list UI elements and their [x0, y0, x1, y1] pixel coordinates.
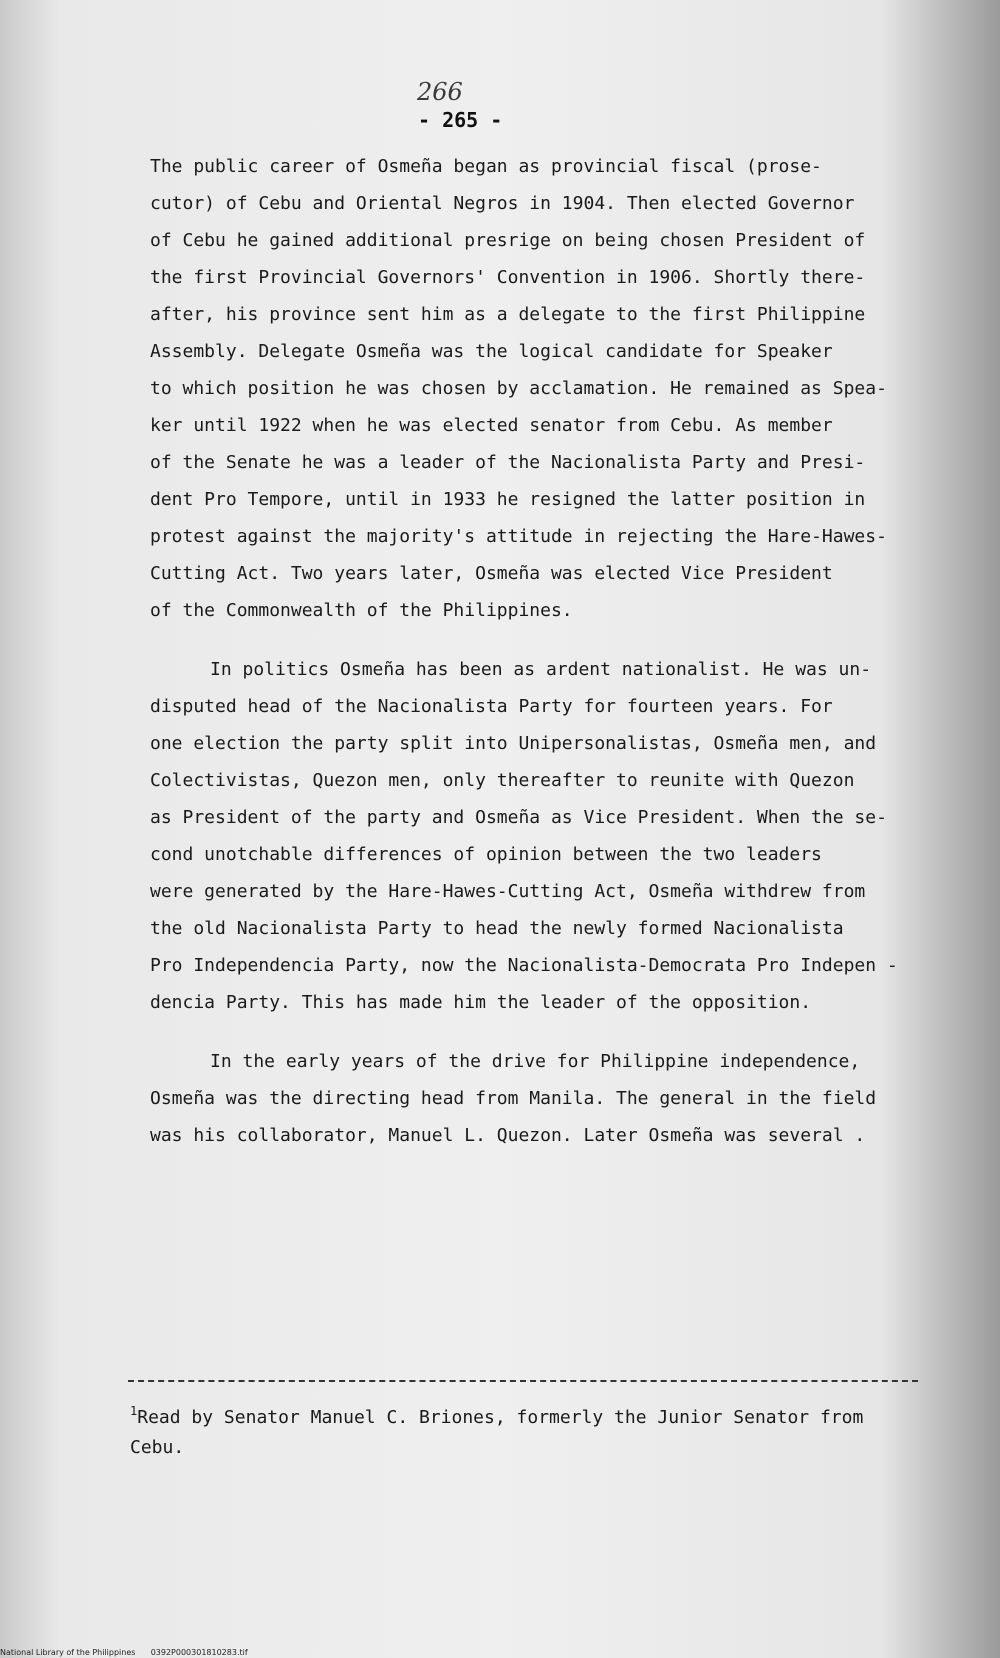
library-stamp	[0, 1648, 248, 1658]
library-name: National Library of the Philippines	[0, 1648, 136, 1657]
footnote-separator	[128, 1380, 918, 1382]
footnote	[130, 1396, 920, 1463]
footnote-marker: 1	[130, 1404, 138, 1418]
body-text	[150, 148, 910, 1154]
handwritten-page-number: 266	[417, 78, 463, 106]
typed-page-number: - 265 -	[418, 108, 503, 132]
footnote-text: Read by Senator Manuel C. Briones, formerly the Junior Senator from Cebu.	[130, 1407, 864, 1458]
paragraph-2: In politics Osmeña has been as ardent nationalist. He was un- disputed head of the Nacionalista Party for fourteen years. For one election the party split into Unipersonalistas, Osmeña men, and Colectivistas, Quezon men, only thereafter to reunite with Quezon as President of the party and Osmeña as Vice President. When the se- cond unotchable differences of opinion between the two leaders were generated by the Hare-Hawes-Cutting Act, Osmeña withdrew from the old Nacionalista Party to head the newly formed Nacionalista Pro Independencia Party, now the Nacionalista-Democrata Pro Indepen - dencia Party. This has made him the leader of the opposition.	[150, 659, 898, 1013]
paragraph-3: In the early years of the drive for Philippine independence, Osmeña was the directing head from Manila. The general in the field was his collaborator, Manuel L. Quezon. Later Osmeña was several .	[150, 1051, 877, 1146]
scan-file-name: 0392P000301810283.tif	[150, 1648, 248, 1657]
paragraph-1: The public career of Osmeña began as provincial fiscal (prose- cutor) of Cebu and Oriental Negros in 1904. Then elected Governor of Cebu he gained additional presrige on being chosen President of the first Provincial Governors' Convention in 1906. Shortly there- after, his province sent him as a delegate to the first Philippine Assembly. Delegate Osmeña was the logical candidate for Speaker to which position he was chosen by acclamation. He remained as Spea- ker until 1922 when he was elected senator from Cebu. As member of the Senate he was a leader of the Nacionalista Party and Presi- dent Pro Tempore, until in 1933 he resigned the latter position in protest against the majority's attitude in rejecting the Hare-Hawes- Cutting Act. Two years later, Osmeña was elected Vice President of the Commonwealth of the Philippines.	[150, 156, 887, 621]
